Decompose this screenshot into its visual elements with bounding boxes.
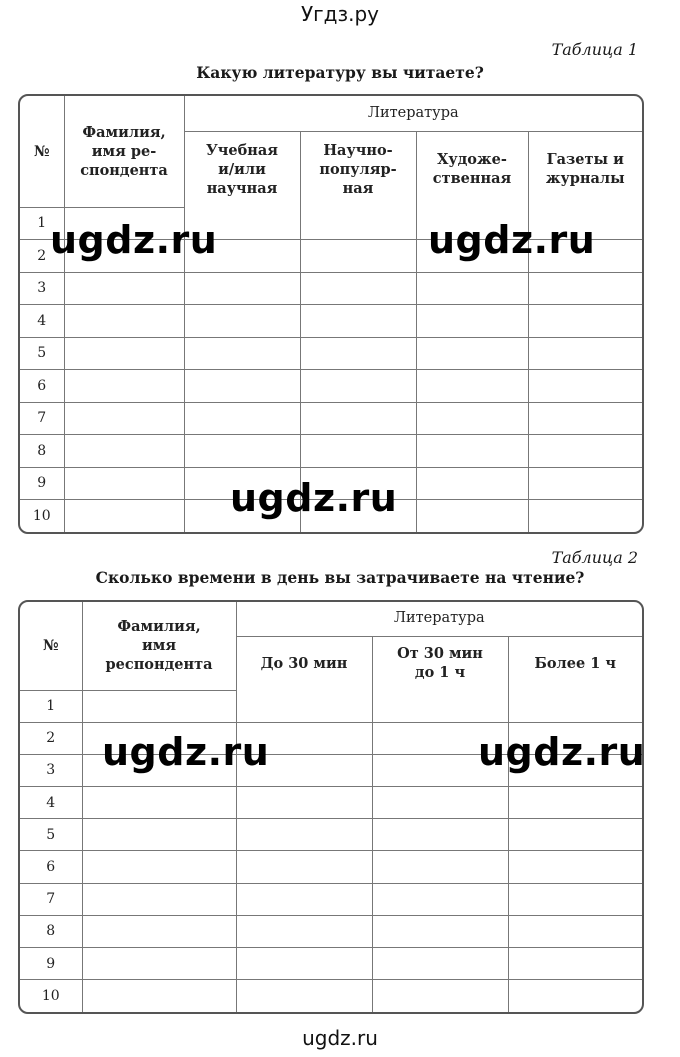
table1-row-number: 3 (20, 272, 64, 305)
table1-header-newspapers: Газеты и журналы (528, 131, 642, 207)
table1-label: Таблица 1 (551, 40, 638, 59)
table2-cell[interactable] (82, 851, 236, 883)
table2-header-name: Фамилия, имя респондента (82, 602, 236, 690)
table1-cell[interactable] (528, 305, 642, 338)
table1-row-number: 9 (20, 467, 64, 500)
table1 (20, 96, 642, 532)
site-header[interactable]: Угдз.ру (300, 2, 380, 26)
watermark: ugdz.ru (230, 476, 398, 520)
table1-row (20, 402, 642, 435)
table2-cell[interactable] (82, 690, 236, 722)
table1-header-educational: Учебная и/или научная (184, 131, 300, 207)
table2-group-header: Литература (236, 602, 642, 636)
table2-cell[interactable] (82, 980, 236, 1012)
table2-row-number: 2 (20, 722, 82, 754)
table1-cell[interactable] (184, 370, 300, 403)
table1-cell[interactable] (64, 370, 184, 403)
table1-cell[interactable] (528, 370, 642, 403)
table1-cell[interactable] (184, 337, 300, 370)
table1-header-fiction: Художе- ственная (416, 131, 528, 207)
table2-cell[interactable] (372, 851, 508, 883)
table1-cell[interactable] (300, 402, 416, 435)
table1-cell[interactable] (300, 305, 416, 338)
watermark: ugdz.ru (478, 730, 646, 774)
table2-label: Таблица 2 (551, 548, 638, 567)
table1-cell[interactable] (416, 370, 528, 403)
table1-row (20, 337, 642, 370)
table2-cell[interactable] (236, 787, 372, 819)
table2-row-number: 4 (20, 787, 82, 819)
table2-question: Сколько времени в день вы затрачиваете на чтение? (95, 568, 585, 587)
table1-cell[interactable] (300, 337, 416, 370)
table2 (20, 602, 642, 1012)
table2-header-30-to-60: От 30 мин до 1 ч (372, 636, 508, 690)
table2-row (20, 690, 642, 722)
table2-cell[interactable] (372, 883, 508, 915)
table2-cell[interactable] (236, 883, 372, 915)
table2-row (20, 883, 642, 915)
table1-cell[interactable] (528, 337, 642, 370)
watermark: ugdz.ru (428, 218, 596, 262)
table2-cell[interactable] (508, 948, 642, 980)
table2-row-number: 5 (20, 819, 82, 851)
table1-header-popular-science: Научно- популяр- ная (300, 131, 416, 207)
table2-cell[interactable] (508, 883, 642, 915)
table1-cell[interactable] (416, 500, 528, 533)
table2-row (20, 819, 642, 851)
table2-cell[interactable] (508, 980, 642, 1012)
table1-cell[interactable] (528, 402, 642, 435)
table2-row-number: 7 (20, 883, 82, 915)
table2-cell[interactable] (236, 851, 372, 883)
table1-cell[interactable] (64, 467, 184, 500)
table2-header-over-1h: Более 1 ч (508, 636, 642, 690)
table2-row (20, 915, 642, 947)
table1-cell[interactable] (300, 240, 416, 273)
table2-cell[interactable] (236, 819, 372, 851)
table2-row-number: 1 (20, 690, 82, 722)
table2-row-number: 3 (20, 754, 82, 786)
table2-cell[interactable] (372, 787, 508, 819)
table2-cell[interactable] (508, 819, 642, 851)
table2-cell[interactable] (82, 915, 236, 947)
table1-row-number: 2 (20, 240, 64, 273)
table2-cell[interactable] (508, 915, 642, 947)
table2-row (20, 851, 642, 883)
table2-cell[interactable] (82, 819, 236, 851)
table2-cell[interactable] (508, 690, 642, 722)
table2-cell[interactable] (372, 948, 508, 980)
watermark: ugdz.ru (50, 218, 218, 262)
table1-cell[interactable] (64, 337, 184, 370)
table1-cell[interactable] (528, 500, 642, 533)
table1-row (20, 370, 642, 403)
table2-cell[interactable] (372, 819, 508, 851)
table2-row-number: 9 (20, 948, 82, 980)
table1-cell[interactable] (416, 337, 528, 370)
table1-group-header: Литература (184, 96, 642, 131)
table1-cell[interactable] (528, 435, 642, 468)
table2-row (20, 948, 642, 980)
table1-row (20, 435, 642, 468)
table2-row-number: 10 (20, 980, 82, 1012)
table1-cell[interactable] (416, 435, 528, 468)
table2-cell[interactable] (236, 948, 372, 980)
table1-cell[interactable] (64, 305, 184, 338)
table2-row-number: 6 (20, 851, 82, 883)
table1-cell[interactable] (184, 435, 300, 468)
table2-cell[interactable] (508, 787, 642, 819)
table1-row-number: 4 (20, 305, 64, 338)
table1-cell[interactable] (416, 305, 528, 338)
table2-cell[interactable] (508, 851, 642, 883)
site-footer[interactable]: ugdz.ru (302, 1026, 378, 1050)
table2-cell[interactable] (236, 915, 372, 947)
table1-row (20, 272, 642, 305)
table1-cell[interactable] (528, 272, 642, 305)
table2-cell[interactable] (372, 980, 508, 1012)
table2-header-under-30: До 30 мин (236, 636, 372, 690)
table2-row (20, 787, 642, 819)
table1-question: Какую литературу вы читаете? (196, 63, 484, 82)
table1-cell[interactable] (300, 272, 416, 305)
table1-cell[interactable] (184, 272, 300, 305)
table1-cell[interactable] (416, 272, 528, 305)
table1-row-number: 6 (20, 370, 64, 403)
table1-cell[interactable] (184, 305, 300, 338)
table2-cell[interactable] (236, 690, 372, 722)
table1-cell[interactable] (528, 467, 642, 500)
table2-frame (18, 600, 644, 1014)
table1-row-number: 8 (20, 435, 64, 468)
table1-row-number: 1 (20, 207, 64, 240)
table1-cell[interactable] (300, 370, 416, 403)
table1-cell[interactable] (300, 435, 416, 468)
table1-cell[interactable] (64, 402, 184, 435)
table1-row (20, 305, 642, 338)
table2-cell[interactable] (82, 948, 236, 980)
table1-cell[interactable] (416, 402, 528, 435)
table1-frame (18, 94, 644, 534)
table2-cell[interactable] (82, 787, 236, 819)
table2-cell[interactable] (372, 915, 508, 947)
watermark: ugdz.ru (102, 730, 270, 774)
table2-row (20, 980, 642, 1012)
table1-cell[interactable] (64, 272, 184, 305)
table2-cell[interactable] (372, 690, 508, 722)
table1-row-number: 5 (20, 337, 64, 370)
table1-cell[interactable] (416, 467, 528, 500)
table1-cell[interactable] (64, 500, 184, 533)
table1-row-number: 7 (20, 402, 64, 435)
table2-row-number: 8 (20, 915, 82, 947)
table1-row-number: 10 (20, 500, 64, 533)
table1-header-num: № (20, 96, 64, 207)
table2-cell[interactable] (82, 883, 236, 915)
table2-header-num: № (20, 602, 82, 690)
table1-cell[interactable] (64, 435, 184, 468)
table1-cell[interactable] (184, 402, 300, 435)
table1-header-name: Фамилия, имя ре- спондента (64, 96, 184, 207)
table2-cell[interactable] (236, 980, 372, 1012)
table1-cell[interactable] (300, 207, 416, 240)
